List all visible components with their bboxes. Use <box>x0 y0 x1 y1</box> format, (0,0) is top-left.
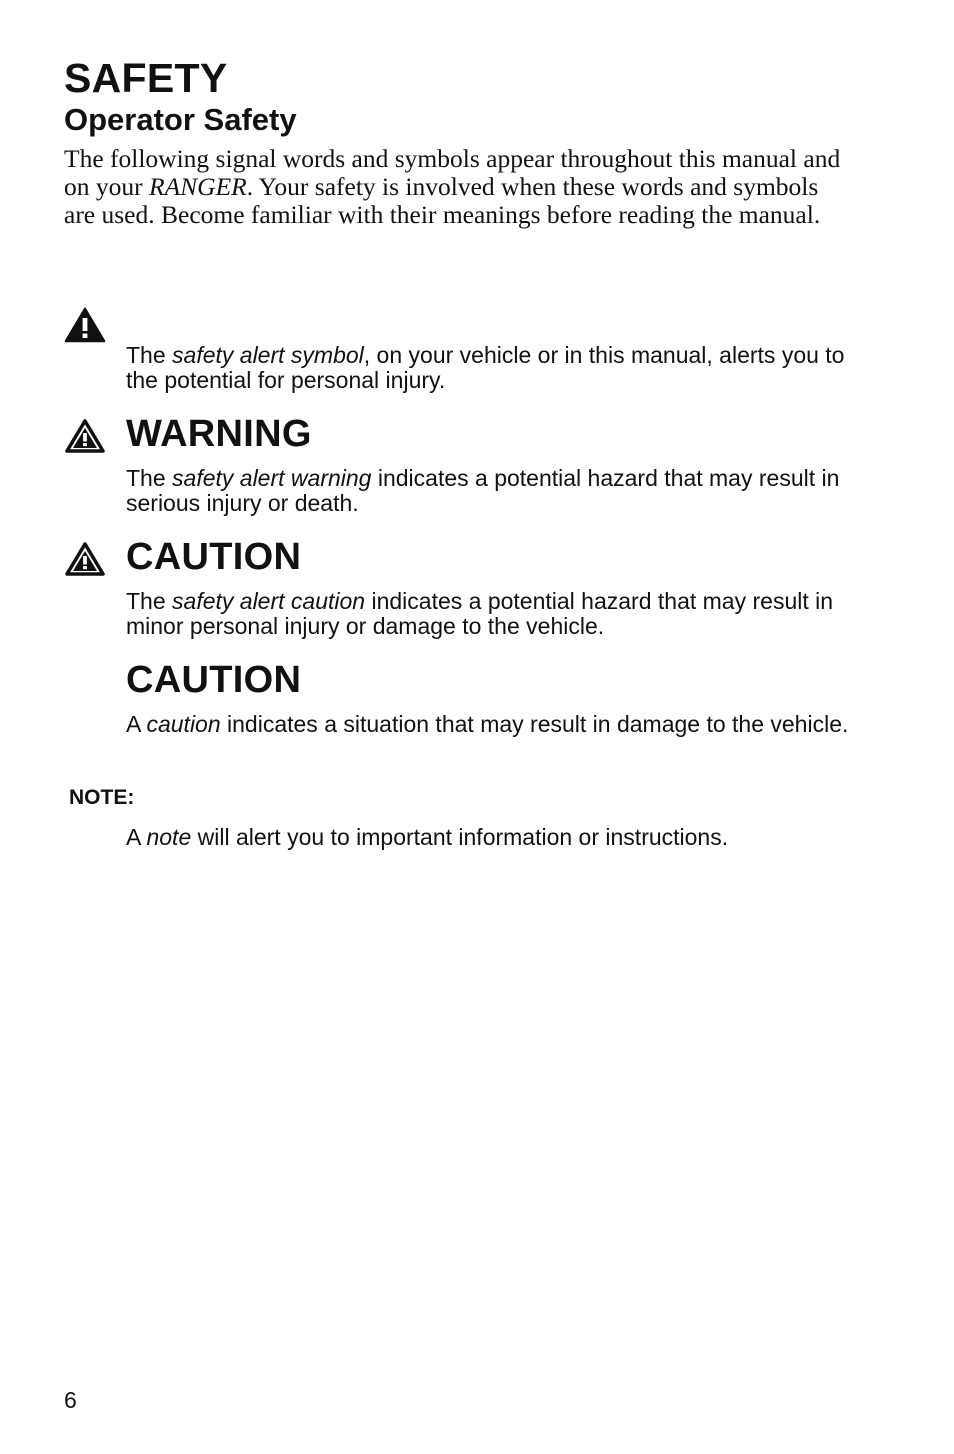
caution-text-prefix: A <box>126 711 147 737</box>
note-text-suffix: will alert you to important information or instructions. <box>191 824 729 850</box>
caution-alert-text-emphasis: safety alert caution <box>172 588 366 614</box>
warning-triangle-icon <box>64 541 106 577</box>
caution-heading: CAUTION <box>126 659 302 701</box>
note-description <box>126 825 866 850</box>
note-text-emphasis: note <box>146 824 192 850</box>
warning-triangle-icon <box>64 307 106 343</box>
warning-text-prefix: The <box>126 465 173 491</box>
caution-alert-text-prefix: The <box>126 588 173 614</box>
caution-description <box>126 712 866 737</box>
note-text-prefix: A <box>126 824 147 850</box>
page-title: SAFETY <box>64 55 228 101</box>
symbol-text-emphasis: safety alert symbol <box>172 342 364 368</box>
intro-paragraph <box>64 145 854 228</box>
intro-emphasis: RANGER <box>149 171 247 201</box>
page-number: 6 <box>64 1387 77 1413</box>
warning-description <box>126 466 866 516</box>
section-title: Operator Safety <box>64 102 297 137</box>
intro-text-end: . Your safety is involved when these words and symbols are used. Become familiar with their meanings before reading the manual. <box>64 171 821 229</box>
symbol-text-suffix: , on your vehicle or in this manual, alerts you to the potential for personal injury. <box>126 342 845 393</box>
note-label: NOTE: <box>69 786 135 809</box>
warning-text-suffix: indicates a potential hazard that may result in serious injury or death. <box>126 465 840 516</box>
warning-heading: WARNING <box>126 413 312 455</box>
symbol-text-prefix: The <box>126 342 173 368</box>
caution-alert-heading: CAUTION <box>126 536 302 578</box>
symbol-description <box>126 343 866 393</box>
warning-triangle-icon <box>64 418 106 454</box>
caution-alert-text-suffix: indicates a potential hazard that may result in minor personal injury or damage to the vehicle. <box>126 588 834 639</box>
caution-alert-description <box>126 589 866 639</box>
caution-text-suffix: indicates a situation that may result in damage to the vehicle. <box>220 711 849 737</box>
caution-text-emphasis: caution <box>146 711 221 737</box>
intro-text-start: The following signal words and symbols appear throughout this manual and on your <box>64 144 841 201</box>
warning-text-emphasis: safety alert warning <box>172 465 372 491</box>
